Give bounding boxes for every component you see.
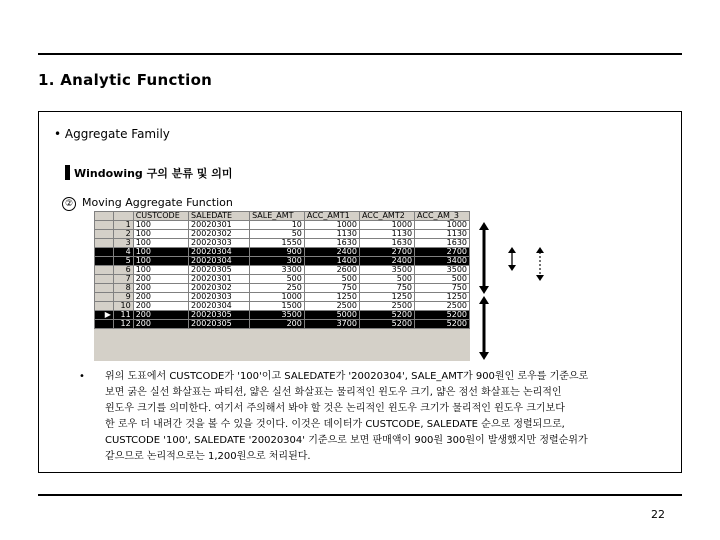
grid-cell[interactable]: 20020305 (189, 266, 250, 275)
grid-cell[interactable]: 3500 (415, 266, 470, 275)
grid-cell[interactable]: 100 (133, 221, 188, 230)
grid-cell[interactable]: 1250 (304, 293, 359, 302)
grid-cell[interactable]: 100 (133, 239, 188, 248)
grid-cell[interactable]: 500 (359, 275, 414, 284)
grid-cell[interactable]: 50 (250, 230, 305, 239)
corner-cell (95, 212, 114, 221)
note-line: 같으므로 논리적으로는 1,200원으로 처리된다. (105, 451, 311, 462)
grid-cell[interactable]: 10 (250, 221, 305, 230)
grid-cell[interactable]: 2700 (415, 248, 470, 257)
grid-cell[interactable]: 900 (250, 248, 305, 257)
row-marker[interactable] (95, 230, 114, 239)
grid-cell[interactable]: 1550 (250, 239, 305, 248)
grid-cell[interactable]: 2600 (304, 266, 359, 275)
grid-cell[interactable]: 5200 (415, 320, 470, 329)
grid-cell[interactable]: 2500 (304, 302, 359, 311)
grid-cell[interactable]: 200 (133, 320, 188, 329)
grid-cell[interactable]: 1130 (359, 230, 414, 239)
grid-cell[interactable]: 5000 (304, 311, 359, 320)
grid-cell[interactable]: 1500 (250, 302, 305, 311)
grid-cell[interactable]: 1130 (415, 230, 470, 239)
grid-cell[interactable]: 100 (133, 230, 188, 239)
numbered-item (62, 196, 233, 211)
row-marker[interactable] (95, 266, 114, 275)
grid-cell[interactable]: 750 (359, 284, 414, 293)
subheading-text: Windowing 구의 분류 및 의미 (74, 167, 233, 180)
subheading (65, 165, 233, 181)
grid-cell[interactable]: 200 (250, 320, 305, 329)
grid-cell[interactable]: 100 (133, 248, 188, 257)
grid-cell[interactable]: 200 (133, 311, 188, 320)
section-bullet: • Aggregate Family (54, 127, 170, 141)
item-label: Moving Aggregate Function (82, 196, 233, 209)
grid-cell[interactable]: 3500 (250, 311, 305, 320)
note-line: 보면 굵은 실선 화살표는 파티션, 얇은 실선 화살표는 물리적인 윈도우 크기, 얇은 점선 화살표는 논리적인 (105, 387, 562, 398)
row-number[interactable]: 5 (113, 257, 133, 266)
row-marker[interactable] (95, 257, 114, 266)
row-number[interactable]: 8 (113, 284, 133, 293)
grid-body (95, 221, 470, 329)
grid-cell[interactable]: 1400 (304, 257, 359, 266)
page-title: 1. Analytic Function (38, 71, 213, 89)
row-marker[interactable] (95, 293, 114, 302)
row-marker[interactable] (95, 239, 114, 248)
result-grid[interactable] (94, 211, 470, 361)
grid-cell[interactable]: 20020305 (189, 311, 250, 320)
row-number[interactable]: 10 (113, 302, 133, 311)
grid-cell[interactable]: 750 (304, 284, 359, 293)
grid-cell[interactable]: 5200 (359, 311, 414, 320)
grid-cell[interactable]: 20020301 (189, 275, 250, 284)
row-number[interactable]: 4 (113, 248, 133, 257)
row-marker[interactable] (95, 275, 114, 284)
col-header[interactable]: CUSTCODE (133, 212, 188, 221)
row-number[interactable]: 11 (113, 311, 133, 320)
grid-cell[interactable]: 20020302 (189, 284, 250, 293)
grid-cell[interactable]: 20020303 (189, 239, 250, 248)
note-line: 윈도우 크기를 의미한다. 여기서 주의해서 봐야 할 것은 논리적인 윈도우 크기가 물리적인 윈도우 크기보다 (105, 403, 565, 414)
grid-cell[interactable]: 2400 (304, 248, 359, 257)
grid-cell[interactable]: 1250 (359, 293, 414, 302)
grid-cell[interactable]: 500 (415, 275, 470, 284)
grid-cell[interactable]: 200 (133, 275, 188, 284)
col-header[interactable]: ACC_AMT2 (359, 212, 414, 221)
grid-cell[interactable]: 2700 (359, 248, 414, 257)
row-number[interactable]: 1 (113, 221, 133, 230)
grid-cell[interactable]: 3300 (250, 266, 305, 275)
grid-cell[interactable]: 2500 (359, 302, 414, 311)
row-number[interactable]: 9 (113, 293, 133, 302)
row-marker[interactable] (95, 248, 114, 257)
grid-cell[interactable]: 1250 (415, 293, 470, 302)
table-row[interactable] (95, 320, 470, 329)
grid-cell[interactable]: 20020304 (189, 257, 250, 266)
grid-cell[interactable]: 1630 (359, 239, 414, 248)
row-number[interactable]: 7 (113, 275, 133, 284)
grid-cell[interactable]: 20020302 (189, 230, 250, 239)
bottom-rule (38, 494, 682, 496)
grid-cell[interactable]: 1000 (415, 221, 470, 230)
grid-cell[interactable]: 3500 (359, 266, 414, 275)
grid-cell[interactable]: 2500 (415, 302, 470, 311)
row-number[interactable]: 6 (113, 266, 133, 275)
grid-cell[interactable]: 5200 (415, 311, 470, 320)
row-marker[interactable]: ▶ (95, 311, 114, 320)
grid-cell[interactable]: 20020304 (189, 302, 250, 311)
grid-cell[interactable]: 20020301 (189, 221, 250, 230)
grid-cell[interactable]: 200 (133, 293, 188, 302)
grid-cell[interactable]: 100 (133, 266, 188, 275)
grid-cell[interactable]: 20020304 (189, 248, 250, 257)
grid-cell[interactable]: 1000 (359, 221, 414, 230)
grid-cell[interactable]: 250 (250, 284, 305, 293)
grid-cell[interactable]: 20020305 (189, 320, 250, 329)
col-header[interactable]: ACC_AMT1 (304, 212, 359, 221)
physical-window-arrow (508, 247, 516, 271)
item-number: ② (62, 197, 76, 211)
window-arrows (470, 222, 560, 362)
grid-cell[interactable]: 100 (133, 257, 188, 266)
row-marker[interactable] (95, 284, 114, 293)
grid-cell[interactable]: 1630 (304, 239, 359, 248)
grid-cell[interactable]: 1000 (304, 221, 359, 230)
row-number[interactable]: 12 (113, 320, 133, 329)
top-rule (38, 53, 682, 55)
row-marker[interactable] (95, 221, 114, 230)
grid-cell[interactable]: 1000 (250, 293, 305, 302)
grid-cell[interactable]: 500 (304, 275, 359, 284)
row-marker[interactable] (95, 320, 114, 329)
col-header[interactable]: SALE_AMT (250, 212, 305, 221)
row-number[interactable]: 3 (113, 239, 133, 248)
grid-cell[interactable]: 200 (133, 302, 188, 311)
grid-cell[interactable]: 200 (133, 284, 188, 293)
grid-cell[interactable]: 5200 (359, 320, 414, 329)
row-number[interactable]: 2 (113, 230, 133, 239)
grid-cell[interactable]: 500 (250, 275, 305, 284)
subheading-bar (65, 165, 70, 180)
page-number: 22 (651, 508, 665, 521)
grid-cell[interactable]: 750 (415, 284, 470, 293)
note-line: CUSTCODE '100', SALEDATE '20020304' 기준으로 보면 판매액이 900원 300원이 발생했지만 정렬순위가 (105, 435, 588, 446)
partition-arrow-2 (479, 296, 489, 360)
note-line: 한 로우 더 내려간 것을 볼 수 있을 것이다. 이것은 데이터가 CUSTCODE, SALEDATE 순으로 정렬되므로, (105, 419, 565, 430)
grid-cell[interactable]: 3700 (304, 320, 359, 329)
note-bullet: • (79, 371, 85, 382)
note-line: • 위의 도표에서 CUSTCODE가 '100'이고 SALEDATE가 '20020304', SALE_AMT가 900원인 로우를 기준으로 (88, 369, 684, 385)
grid-cell[interactable]: 2400 (359, 257, 414, 266)
grid-cell[interactable]: 1630 (415, 239, 470, 248)
col-header[interactable]: ACC_AM_3 (415, 212, 470, 221)
grid-cell[interactable]: 3400 (415, 257, 470, 266)
partition-arrow-1 (479, 222, 489, 294)
result-table (94, 211, 470, 329)
grid-cell[interactable]: 20020303 (189, 293, 250, 302)
grid-cell[interactable]: 1130 (304, 230, 359, 239)
col-header[interactable]: SALEDATE (189, 212, 250, 221)
logical-window-arrow (536, 247, 544, 281)
explanation-note (79, 369, 684, 465)
grid-cell[interactable]: 300 (250, 257, 305, 266)
